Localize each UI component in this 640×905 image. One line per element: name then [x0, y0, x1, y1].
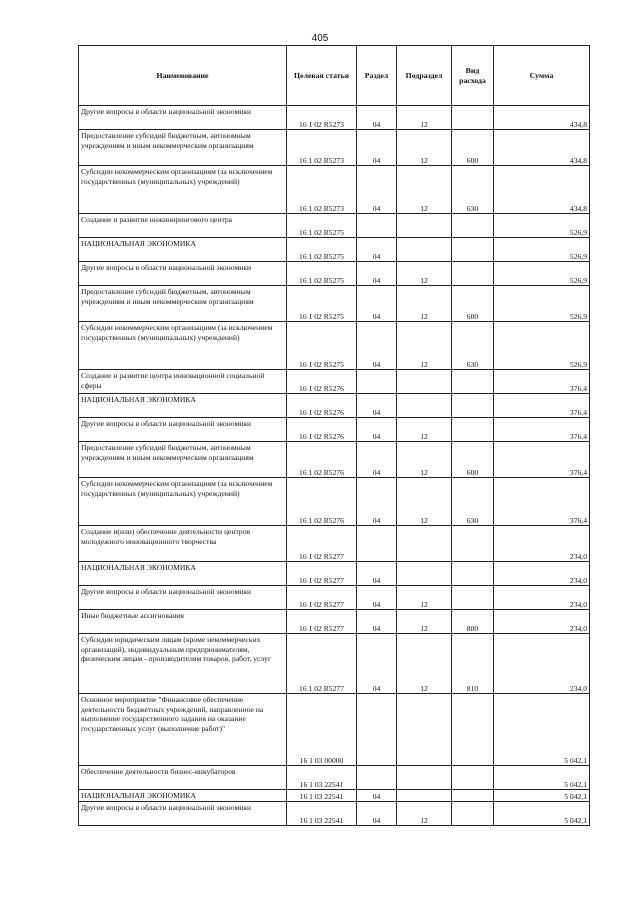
cell-kind [452, 370, 494, 394]
cell-name: НАЦИОНАЛЬНАЯ ЭКОНОМИКА [79, 790, 287, 802]
cell-kind: 630 [452, 322, 494, 370]
cell-kind [452, 586, 494, 610]
cell-kind [452, 526, 494, 562]
cell-amount: 234,0 [494, 634, 590, 694]
table-row [79, 562, 590, 586]
cell-name: Другие вопросы в области национальной экономики [79, 802, 287, 826]
cell-name: Создание и(или) обеспечение деятельности центров молодежного инновационного творчества [79, 526, 287, 562]
cell-amount: 376,4 [494, 370, 590, 394]
cell-name: Создание и развитие центра инновационной социальной сферы [79, 370, 287, 394]
cell-name: НАЦИОНАЛЬНАЯ ЭКОНОМИКА [79, 562, 287, 586]
cell-kind [452, 214, 494, 238]
page-number: 405 [311, 33, 329, 44]
cell-amount: 434,8 [494, 130, 590, 166]
cell-subsection [397, 694, 452, 766]
cell-article: 16 1 03 22541 [287, 766, 357, 790]
cell-article: 16 1 02 R5276 [287, 418, 357, 442]
cell-subsection [397, 526, 452, 562]
cell-subsection: 12 [397, 586, 452, 610]
cell-name: Субсидии юридическим лицам (кроме некоммерческих организаций), индивидуальным предпринимателям, физическим лицам - производителям товаров, работ, услуг [79, 634, 287, 694]
cell-amount: 434,8 [494, 106, 590, 130]
cell-amount: 5 042,1 [494, 694, 590, 766]
cell-article: 16 1 02 R5276 [287, 442, 357, 478]
cell-amount: 376,4 [494, 442, 590, 478]
cell-section: 04 [357, 286, 397, 322]
cell-section [357, 370, 397, 394]
cell-section: 04 [357, 790, 397, 802]
cell-name: Создание и развитие инжинирингового центра [79, 214, 287, 238]
cell-name: Другие вопросы в области национальной экономики [79, 262, 287, 286]
table-row [79, 238, 590, 262]
cell-amount: 5 042,1 [494, 790, 590, 802]
cell-name: Иные бюджетные ассигнования [79, 610, 287, 634]
cell-section [357, 694, 397, 766]
cell-amount: 526,9 [494, 322, 590, 370]
cell-subsection [397, 238, 452, 262]
cell-name: Субсидии некоммерческим организациям (за исключением государственных (муниципальных) учреждений) [79, 166, 287, 214]
table-row [79, 442, 590, 478]
cell-subsection: 12 [397, 130, 452, 166]
cell-article: 16 1 02 R5277 [287, 586, 357, 610]
cell-article: 16 1 02 R5273 [287, 130, 357, 166]
cell-name: Другие вопросы в области национальной экономики [79, 418, 287, 442]
cell-kind [452, 262, 494, 286]
cell-article: 16 1 02 R5275 [287, 262, 357, 286]
cell-section: 04 [357, 262, 397, 286]
table-row [79, 634, 590, 694]
cell-name: Обеспечение деятельности бизнес-инкубаторов [79, 766, 287, 790]
table-row [79, 370, 590, 394]
table-row [79, 322, 590, 370]
cell-subsection [397, 790, 452, 802]
cell-subsection: 12 [397, 262, 452, 286]
table-row [79, 130, 590, 166]
cell-section: 04 [357, 634, 397, 694]
cell-article: 16 1 02 R5275 [287, 238, 357, 262]
cell-section: 04 [357, 610, 397, 634]
cell-name: НАЦИОНАЛЬНАЯ ЭКОНОМИКА [79, 394, 287, 418]
cell-kind: 600 [452, 130, 494, 166]
cell-subsection: 12 [397, 286, 452, 322]
cell-kind: 810 [452, 634, 494, 694]
table-row [79, 262, 590, 286]
cell-article: 16 1 02 R5275 [287, 286, 357, 322]
table-row [79, 106, 590, 130]
cell-section: 04 [357, 394, 397, 418]
cell-name: Предоставление субсидий бюджетным, автономным учреждениям и иным некоммерческим организациям [79, 286, 287, 322]
cell-kind [452, 694, 494, 766]
table-row [79, 790, 590, 802]
col-header-amount: Сумма [494, 46, 590, 106]
cell-article: 16 1 02 R5275 [287, 322, 357, 370]
cell-kind [452, 562, 494, 586]
cell-section [357, 214, 397, 238]
col-header-kind: Вид расхода [452, 46, 494, 106]
cell-kind [452, 106, 494, 130]
cell-amount: 526,9 [494, 214, 590, 238]
cell-article: 16 1 03 22541 [287, 790, 357, 802]
cell-amount: 234,0 [494, 586, 590, 610]
table-row [79, 766, 590, 790]
cell-section: 04 [357, 478, 397, 526]
cell-kind [452, 394, 494, 418]
cell-section: 04 [357, 562, 397, 586]
cell-name: Субсидии некоммерческим организациям (за исключением государственных (муниципальных) учреждений) [79, 322, 287, 370]
cell-article: 16 1 02 R5277 [287, 526, 357, 562]
cell-subsection [397, 214, 452, 238]
table-row [79, 526, 590, 562]
cell-article: 16 1 02 R5277 [287, 634, 357, 694]
cell-article: 16 1 02 R5275 [287, 214, 357, 238]
cell-article: 16 1 02 R5276 [287, 370, 357, 394]
cell-amount: 376,4 [494, 478, 590, 526]
cell-subsection: 12 [397, 478, 452, 526]
cell-subsection [397, 394, 452, 418]
cell-kind [452, 418, 494, 442]
cell-kind [452, 790, 494, 802]
cell-section: 04 [357, 586, 397, 610]
cell-amount: 526,9 [494, 262, 590, 286]
table-row [79, 418, 590, 442]
cell-name: Другие вопросы в области национальной экономики [79, 586, 287, 610]
cell-article: 16 1 02 R5273 [287, 106, 357, 130]
cell-kind: 800 [452, 610, 494, 634]
cell-section: 04 [357, 322, 397, 370]
cell-name: Субсидии некоммерческим организациям (за исключением государственных (муниципальных) учреждений) [79, 478, 287, 526]
cell-subsection: 12 [397, 634, 452, 694]
cell-subsection: 12 [397, 418, 452, 442]
cell-article: 16 1 03 00000 [287, 694, 357, 766]
table-row [79, 694, 590, 766]
cell-section: 04 [357, 802, 397, 826]
col-header-section: Раздел [357, 46, 397, 106]
table-row [79, 214, 590, 238]
cell-amount: 5 042,1 [494, 766, 590, 790]
cell-section: 04 [357, 130, 397, 166]
col-header-name: Наименование [79, 46, 287, 106]
cell-section [357, 526, 397, 562]
cell-amount: 376,4 [494, 394, 590, 418]
cell-subsection [397, 766, 452, 790]
cell-subsection [397, 370, 452, 394]
table-row [79, 286, 590, 322]
cell-amount: 434,8 [494, 166, 590, 214]
table-row [79, 166, 590, 214]
cell-subsection: 12 [397, 442, 452, 478]
cell-article: 16 1 02 R5276 [287, 478, 357, 526]
col-header-subsection: Подраздел [397, 46, 452, 106]
cell-amount: 526,9 [494, 286, 590, 322]
cell-name: Другие вопросы в области национальной экономики [79, 106, 287, 130]
table-row [79, 394, 590, 418]
cell-subsection: 12 [397, 106, 452, 130]
cell-section: 04 [357, 418, 397, 442]
cell-article: 16 1 03 22541 [287, 802, 357, 826]
cell-article: 16 1 02 R5273 [287, 166, 357, 214]
cell-article: 16 1 02 R5277 [287, 610, 357, 634]
cell-subsection: 12 [397, 610, 452, 634]
cell-kind: 600 [452, 286, 494, 322]
cell-section: 04 [357, 166, 397, 214]
cell-name: НАЦИОНАЛЬНАЯ ЭКОНОМИКА [79, 238, 287, 262]
cell-amount: 234,0 [494, 526, 590, 562]
table-row [79, 586, 590, 610]
table-header [79, 46, 590, 106]
cell-name: Предоставление субсидий бюджетным, автономным учреждениям и иным некоммерческим организациям [79, 442, 287, 478]
cell-article: 16 1 02 R5277 [287, 562, 357, 586]
cell-kind [452, 802, 494, 826]
table-row [79, 802, 590, 826]
cell-name: Основное мероприятие "Финансовое обеспечение деятельности бюджетных учреждений, направленное на выполнение государственного задания на оказание государственных услуг (выполнение работ)" [79, 694, 287, 766]
cell-name: Предоставление субсидий бюджетным, автономным учреждениям и иным некоммерческим организациям [79, 130, 287, 166]
cell-kind: 630 [452, 478, 494, 526]
col-header-article: Целевая статья [287, 46, 357, 106]
cell-article: 16 1 02 R5276 [287, 394, 357, 418]
cell-subsection: 12 [397, 166, 452, 214]
cell-amount: 5 042,1 [494, 802, 590, 826]
budget-table [78, 45, 590, 826]
cell-kind: 630 [452, 166, 494, 214]
cell-section: 04 [357, 106, 397, 130]
cell-amount: 234,0 [494, 562, 590, 586]
cell-subsection [397, 562, 452, 586]
cell-subsection: 12 [397, 322, 452, 370]
cell-section: 04 [357, 238, 397, 262]
cell-subsection: 12 [397, 802, 452, 826]
cell-kind: 600 [452, 442, 494, 478]
cell-section [357, 766, 397, 790]
cell-section: 04 [357, 442, 397, 478]
cell-amount: 234,0 [494, 610, 590, 634]
cell-amount: 526,9 [494, 238, 590, 262]
cell-amount: 376,4 [494, 418, 590, 442]
table-row [79, 610, 590, 634]
table-row [79, 478, 590, 526]
cell-kind [452, 238, 494, 262]
table-body [79, 106, 590, 826]
cell-kind [452, 766, 494, 790]
